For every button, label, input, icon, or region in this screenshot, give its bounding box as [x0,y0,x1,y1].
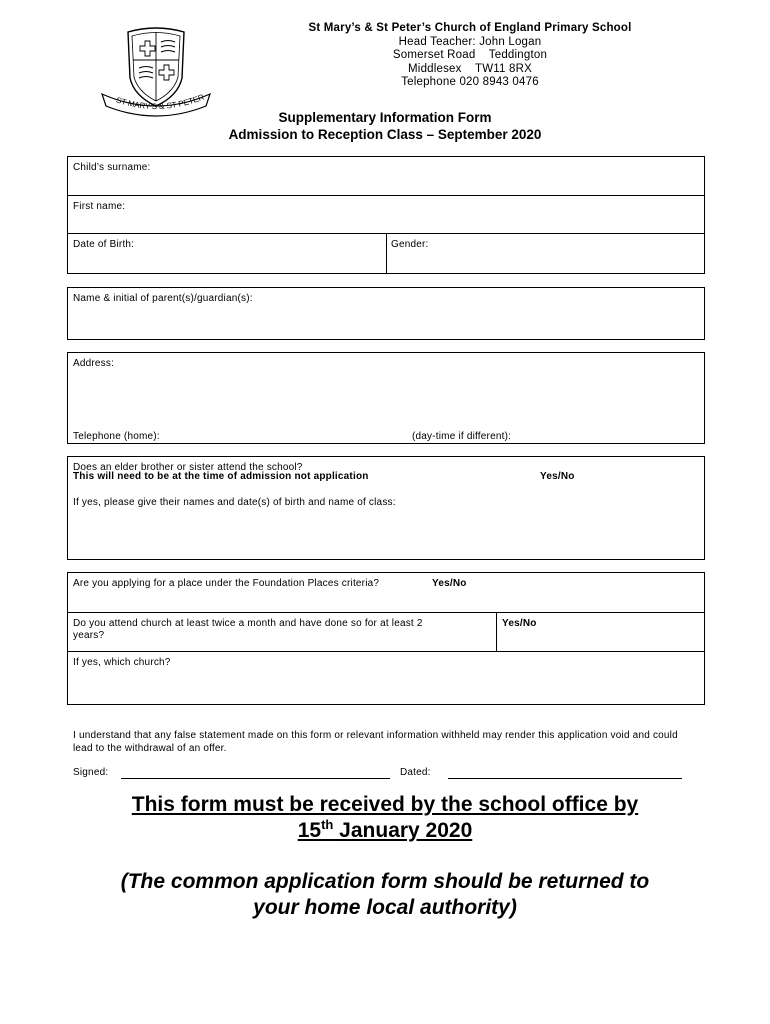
head-teacher: Head Teacher: John Logan [398,35,542,48]
surname-row[interactable] [68,157,704,196]
church-question-line-2: years? [73,630,105,641]
address-line-2: Middlesex TW11 8RX [408,62,532,75]
sibling-field[interactable] [67,456,705,560]
school-name: St Mary’s & St Peter’s Church of England Primary School [308,22,632,34]
church-yes-no[interactable]: Yes/No [502,618,537,629]
address-field[interactable] [67,352,705,444]
form-title-line-2: Admission to Reception Class – September 2020 [228,127,542,142]
common-form-line-1: (The common application form should be returned to [120,870,650,893]
church-attendance-question-cell [68,613,497,652]
deadline-line-1: This form must be received by the school office by [131,793,639,816]
form-title [150,109,620,143]
child-details-box [67,156,705,274]
surname-label: Child’s surname: [73,162,151,173]
deadline-notice [60,792,710,844]
dob-field[interactable] [68,234,387,273]
foundation-box [67,572,705,705]
declaration-text: I understand that any false statement made on this form or relevant information withheld may render this application void and could lead to the withdrawal of an offer. [73,730,678,754]
deadline-day: 15 [297,819,322,842]
crest-shield-icon [98,26,214,120]
foundation-row [68,573,704,613]
deadline-month-year: January 2020 [333,819,473,842]
deadline-date [60,818,710,844]
foundation-question: Are you applying for a place under the Foundation Places criteria? [73,578,380,589]
which-church-field[interactable] [68,652,704,704]
daytime-telephone-label: (day-time if different): [412,431,512,442]
first-name-label: First name: [73,201,126,212]
which-church-label: If yes, which church? [73,657,171,668]
dob-gender-row [68,234,704,273]
foundation-yes-no[interactable]: Yes/No [432,578,467,589]
parent-guardian-label: Name & initial of parent(s)/guardian(s): [73,293,253,304]
signature-line[interactable] [121,778,390,779]
gender-label: Gender: [391,239,429,250]
signed-label: Signed: [73,767,109,778]
church-attendance-row [68,613,704,652]
school-header [260,22,680,90]
svg-text:ST MARY'S & ST PETER'S: ST MARY'S & ST PETER [115,92,206,112]
gender-field[interactable] [386,234,704,273]
dated-label: Dated: [400,767,431,778]
sibling-note: This will need to be at the time of admission not application [73,471,369,482]
dob-label: Date of Birth: [73,239,135,250]
school-crest [98,26,214,120]
common-form-line-2: your home local authority) [253,896,517,919]
form-title-line-1: Supplementary Information Form [278,110,492,125]
sibling-question: Does an elder brother or sister attend the school? [73,462,303,473]
parent-guardian-field[interactable] [67,287,705,340]
date-line[interactable] [448,778,682,779]
sibling-details-label: If yes, please give their names and date(s) of birth and name of class: [73,497,396,508]
common-form-note [60,869,710,921]
school-telephone: Telephone 020 8943 0476 [401,76,539,89]
first-name-row[interactable] [68,196,704,234]
telephone-home-label: Telephone (home): [73,431,160,442]
address-line-1: Somerset Road Teddington [392,49,548,62]
deadline-day-suffix: th [321,817,334,832]
church-question-line-1: Do you attend church at least twice a month and have done so for at least 2 [73,618,423,629]
sibling-yes-no[interactable]: Yes/No [540,471,575,482]
address-label: Address: [73,358,115,369]
